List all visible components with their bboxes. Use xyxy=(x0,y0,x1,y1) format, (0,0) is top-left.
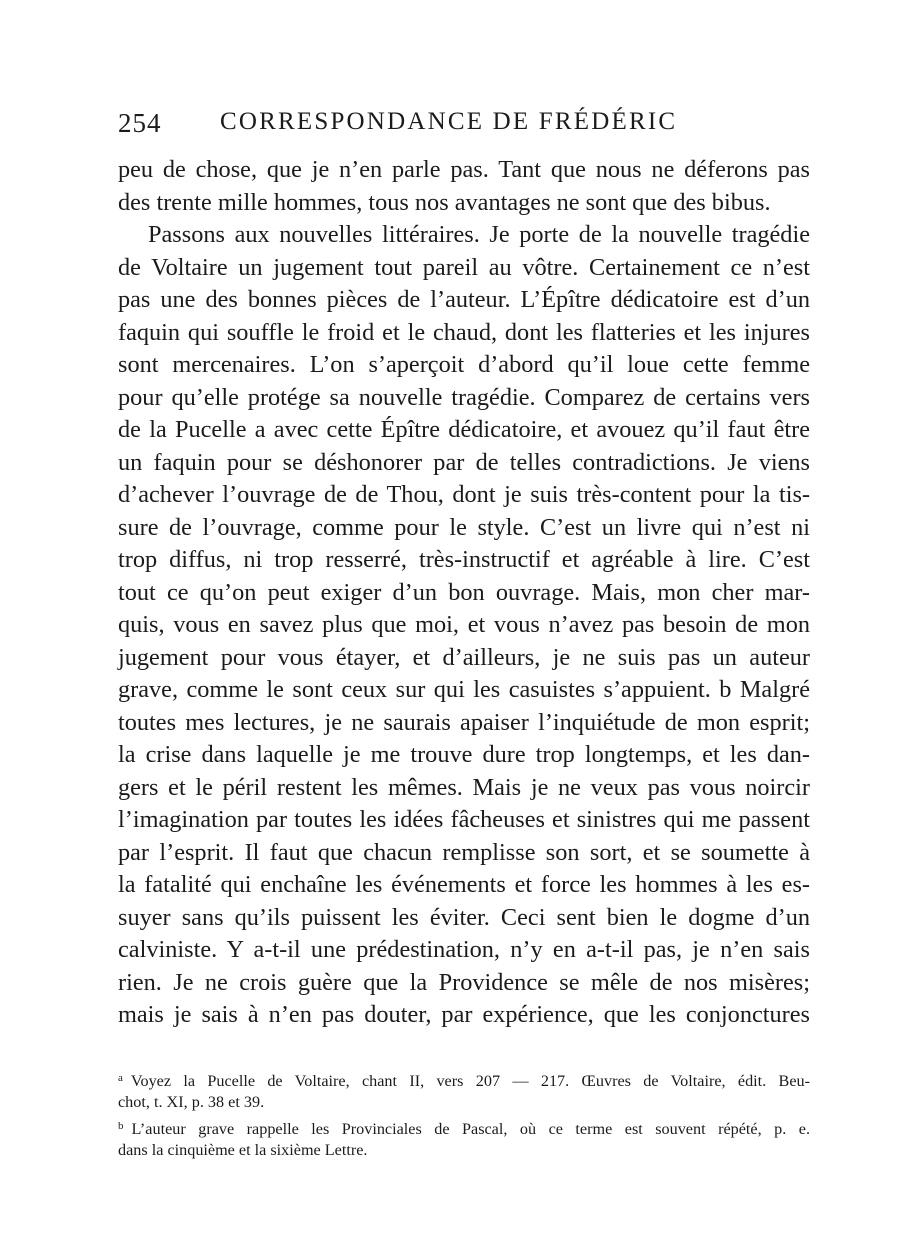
text-line: grave, comme le sont ceux sur qui les casuistes s’appuient. b Malgré xyxy=(118,676,810,703)
text-line: toutes mes lectures, je ne saurais apaiser l’inquiétude de mon esprit; xyxy=(118,708,810,736)
text-line: un faquin pour se déshonorer par de telles contradictions. Je viens xyxy=(118,448,810,476)
text-line: pas une des bonnes pièces de l’auteur. L’Épître dédicatoire est d’un xyxy=(118,286,810,313)
footnote-b-line xyxy=(118,1114,810,1138)
text-line: quis, vous en savez plus que moi, et vous n’avez pas besoin de mon xyxy=(118,611,810,638)
text-line: calviniste. Y a-t-il une prédestination, n’y en a-t-il pas, je n’en sais xyxy=(118,936,810,963)
text-line: pour qu’elle protége sa nouvelle tragédie. Comparez de certains vers xyxy=(118,383,810,411)
text-line: des trente mille hommes, tous nos avantages ne sont que des bibus. xyxy=(118,188,771,216)
footnote-a-line xyxy=(118,1066,810,1090)
footnote-b-continuation: dans la cinquième et la sixième Lettre. xyxy=(118,1141,368,1159)
text-line: faquin qui souffle le froid et le chaud, dont les flatteries et les injures xyxy=(118,318,810,346)
page-header xyxy=(118,108,810,142)
text-line: sure de l’ouvrage, comme pour le style. C’est un livre qui n’est ni xyxy=(118,513,810,541)
text-line: peu de chose, que je n’en parle pas. Tant que nous ne déferons pas xyxy=(118,156,810,183)
footnote-a-text: Voyez la Pucelle de Voltaire, chant II, vers 207 — 217. Œuvres de Voltaire, édit. Beu- xyxy=(130,1072,810,1090)
footnote-marker-b: b xyxy=(118,1120,124,1132)
text-line: rien. Je ne crois guère que la Providence se mêle de nos misères; xyxy=(118,968,810,996)
text-line: jugement pour vous étayer, et d’ailleurs, je ne suis pas un auteur xyxy=(118,643,810,671)
text-line: par l’esprit. Il faut que chacun remplisse son sort, et se soumette à xyxy=(118,838,810,866)
running-head: CORRESPONDANCE DE FRÉDÉRIC xyxy=(220,108,678,135)
text-line: de la Pucelle a avec cette Épître dédicatoire, et avouez qu’il faut être xyxy=(118,416,810,443)
text-line: Passons aux nouvelles littéraires. Je porte de la nouvelle tragédie xyxy=(148,221,810,248)
text-line: d’achever l’ouvrage de de Thou, dont je suis très-content pour la tis- xyxy=(118,481,810,508)
footnote-marker-a: a xyxy=(118,1072,123,1084)
text-line: la crise dans laquelle je me trouve dure trop longtemps, et les dan- xyxy=(118,741,810,768)
text-line: tout ce qu’on peut exiger d’un bon ouvrage. Mais, mon cher mar- xyxy=(118,578,810,606)
text-line: l’imagination par toutes les idées fâcheuses et sinistres qui me passent xyxy=(118,806,810,833)
text-line: sont mercenaires. L’on s’aperçoit d’abord qu’il loue cette femme xyxy=(118,351,810,378)
text-line: mais je sais à n’en pas douter, par expérience, que les conjonctures xyxy=(118,1001,810,1028)
footnote-a-continuation: chot, t. XI, p. 38 et 39. xyxy=(118,1093,265,1111)
text-line: trop diffus, ni trop resserré, très-instructif et agréable à lire. C’est xyxy=(118,546,810,573)
text-line: gers et le péril restent les mêmes. Mais je ne veux pas vous noircir xyxy=(118,773,810,801)
text-line: suyer sans qu’ils puissent les éviter. Ceci sent bien le dogme d’un xyxy=(118,903,810,931)
footnote-b-text: L’auteur grave rappelle les Provinciales de Pascal, où ce terme est souvent répété, p. e. xyxy=(131,1120,810,1138)
body-text xyxy=(118,154,810,1032)
text-line: la fatalité qui enchaîne les événements et force les hommes à les es- xyxy=(118,871,810,898)
text-line: de Voltaire un jugement tout pareil au vôtre. Certainement ce n’est xyxy=(118,253,810,281)
footnotes xyxy=(118,1066,810,1162)
page-number: 254 xyxy=(118,108,162,138)
